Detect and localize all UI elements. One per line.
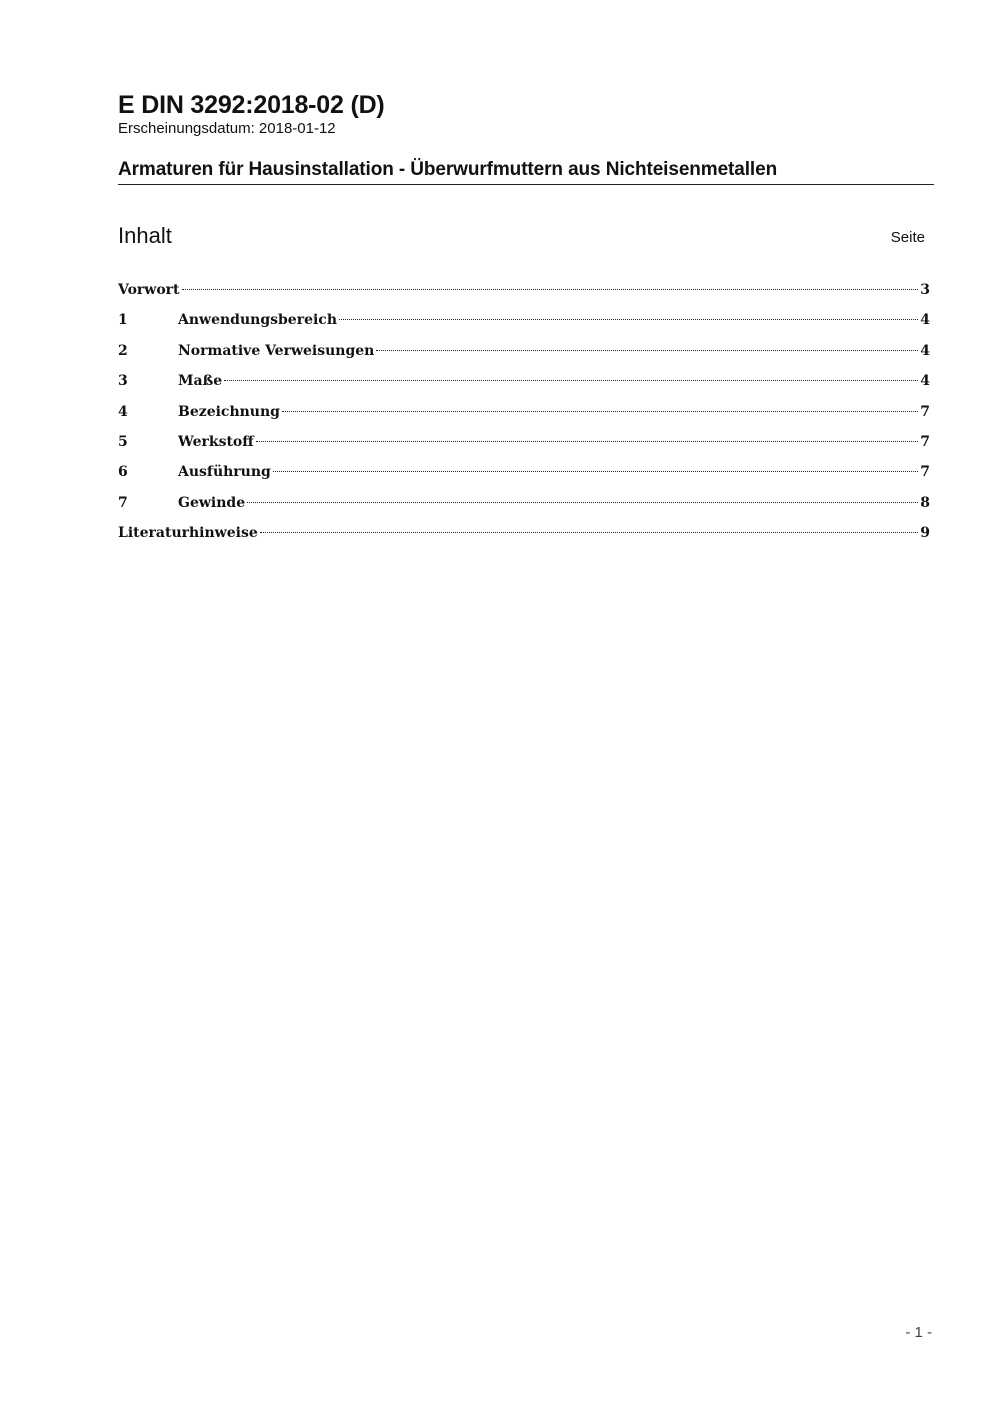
toc-entry-number: 4 bbox=[118, 403, 128, 420]
toc-dot-leader bbox=[282, 411, 918, 412]
table-of-contents bbox=[118, 278, 930, 552]
document-code: E DIN 3292:2018-02 (D) bbox=[118, 91, 385, 119]
toc-dot-leader bbox=[256, 441, 918, 442]
toc-entry-normative-verweisungen[interactable] bbox=[118, 339, 930, 369]
toc-dot-leader bbox=[182, 289, 918, 290]
page-column-label: Seite bbox=[890, 229, 925, 246]
toc-entry-page: 4 bbox=[920, 342, 930, 359]
release-date: Erscheinungsdatum: 2018-01-12 bbox=[118, 120, 336, 137]
page-number: - 1 - bbox=[905, 1324, 932, 1341]
toc-entry-page: 4 bbox=[920, 373, 930, 390]
toc-dot-leader bbox=[339, 319, 918, 320]
toc-dot-leader bbox=[273, 471, 918, 472]
toc-entry-number: 6 bbox=[118, 464, 128, 481]
toc-entry-page: 3 bbox=[920, 282, 930, 298]
toc-dot-leader bbox=[260, 532, 918, 533]
toc-entry-label: Maße bbox=[178, 373, 223, 390]
toc-dot-leader bbox=[376, 350, 918, 351]
toc-entry-number: 5 bbox=[118, 433, 128, 450]
toc-entry-number: 2 bbox=[118, 342, 128, 359]
toc-entry-label: Werkstoff bbox=[178, 433, 254, 450]
document-header bbox=[118, 90, 934, 138]
document-title: Armaturen für Hausinstallation - Überwurfmuttern aus Nichteisenmetallen bbox=[118, 158, 934, 185]
toc-entry-page: 7 bbox=[920, 403, 930, 420]
toc-entry-masse[interactable] bbox=[118, 369, 930, 399]
toc-entry-page: 4 bbox=[920, 312, 930, 329]
toc-dot-leader bbox=[224, 380, 918, 381]
toc-entry-label: Ausführung bbox=[178, 464, 271, 481]
toc-entry-gewinde[interactable] bbox=[118, 491, 930, 521]
toc-entry-label: Normative Verweisungen bbox=[178, 342, 375, 359]
toc-entry-page: 7 bbox=[920, 464, 930, 481]
toc-entry-page: 8 bbox=[920, 494, 930, 511]
toc-entry-label: Bezeichnung bbox=[178, 403, 280, 420]
toc-entry-anwendungsbereich[interactable] bbox=[118, 308, 930, 338]
toc-dot-leader bbox=[247, 502, 918, 503]
toc-entry-page: 9 bbox=[920, 525, 930, 542]
toc-heading: Inhalt bbox=[118, 223, 172, 248]
toc-entry-bezeichnung[interactable] bbox=[118, 400, 930, 430]
toc-entry-label: Literaturhinweise bbox=[118, 525, 258, 542]
toc-entry-page: 7 bbox=[920, 433, 930, 450]
toc-entry-number: 7 bbox=[118, 494, 128, 511]
toc-entry-literaturhinweise[interactable] bbox=[118, 521, 930, 551]
toc-entry-number: 1 bbox=[118, 312, 128, 329]
toc-entry-ausfuehrung[interactable] bbox=[118, 460, 930, 490]
toc-entry-vorwort[interactable] bbox=[118, 278, 930, 308]
toc-entry-label: Gewinde bbox=[178, 494, 246, 511]
toc-entry-number: 3 bbox=[118, 373, 128, 390]
toc-entry-label: Anwendungsbereich bbox=[178, 312, 337, 329]
toc-entry-label: Vorwort bbox=[118, 282, 180, 298]
toc-entry-werkstoff[interactable] bbox=[118, 430, 930, 460]
